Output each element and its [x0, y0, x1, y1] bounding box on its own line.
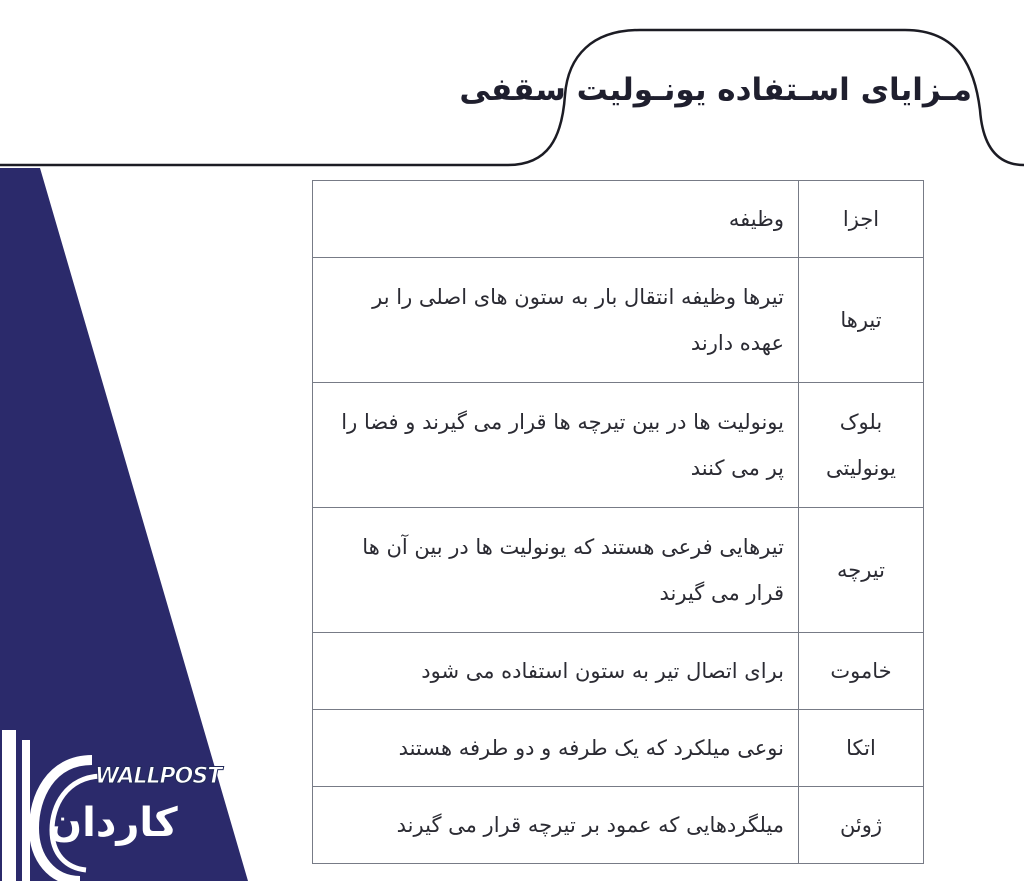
page-title: مـزایای اسـتفاده یونـولیت سقفی — [459, 72, 972, 108]
row-part: تیرچه — [799, 508, 924, 633]
row-part: خاموت — [799, 633, 924, 710]
table-row — [313, 710, 924, 787]
table-header-row — [313, 181, 924, 258]
table-row — [313, 787, 924, 864]
logo-wallpost-text: WALLPOST — [95, 764, 222, 789]
components-table — [312, 180, 924, 864]
table-row — [313, 508, 924, 633]
row-function: تیرها وظیفه انتقال بار به ستون های اصلی را بر عهده دارند — [313, 258, 799, 383]
row-function: نوعی میلکرد که یک طرفه و دو طرفه هستند — [313, 710, 799, 787]
header-function: وظیفه — [313, 181, 799, 258]
row-part: تیرها — [799, 258, 924, 383]
row-part: ژوئن — [799, 787, 924, 864]
row-function: میلگردهایی که عمود بر تیرچه قرار می گیرند — [313, 787, 799, 864]
table-row — [313, 258, 924, 383]
table-row — [313, 633, 924, 710]
row-part: بلوک یونولیتی — [799, 383, 924, 508]
row-function: برای اتصال تیر به ستون استفاده می شود — [313, 633, 799, 710]
table-row — [313, 383, 924, 508]
row-function: تیرهایی فرعی هستند که یونولیت ها در بین آن ها قرار می گیرند — [313, 508, 799, 633]
header-part: اجزا — [799, 181, 924, 258]
logo-brand-name: کاردان — [48, 800, 178, 846]
row-part: اتکا — [799, 710, 924, 787]
row-function: یونولیت ها در بین تیرچه ها قرار می گیرند و فضا را پر می کنند — [313, 383, 799, 508]
